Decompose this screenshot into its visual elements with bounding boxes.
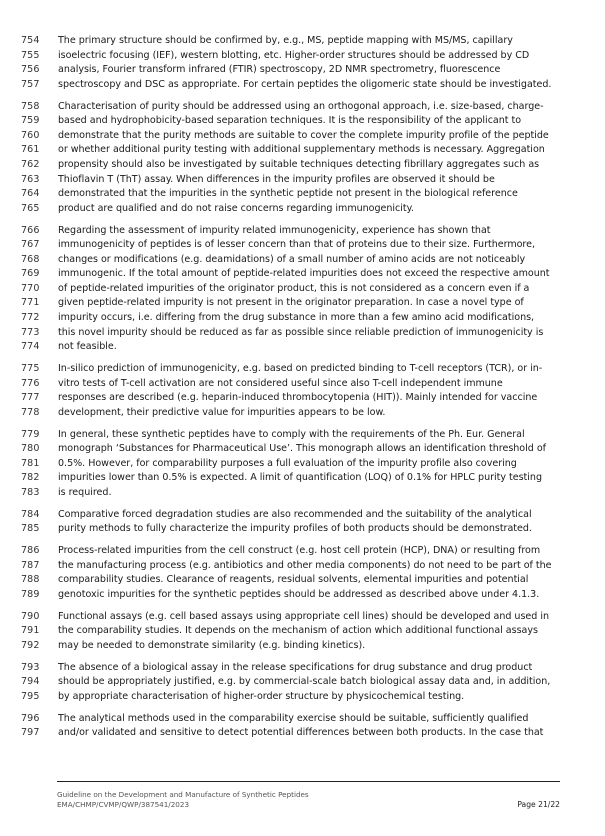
line-number: 779 (21, 428, 40, 440)
paragraph (0, 544, 605, 602)
line-text: given peptide-related impurity is not present in the originator preparation. In case a novel type of (58, 297, 524, 309)
text-line (0, 690, 605, 705)
line-text: Functional assays (e.g. cell based assays using appropriate cell lines) should be developed and used in (58, 610, 549, 622)
paragraph (0, 428, 605, 501)
line-number: 763 (21, 173, 40, 185)
line-text: The absence of a biological assay in the release specifications for drug substance and drug product (58, 661, 533, 673)
text-line (0, 202, 605, 217)
text-line (0, 311, 605, 326)
text-line (0, 712, 605, 727)
line-text: demonstrated that the impurities in the synthetic peptide not present in the biological reference (58, 188, 518, 200)
text-line (0, 508, 605, 523)
document-body (0, 34, 605, 748)
text-line (0, 173, 605, 188)
line-text: The primary structure should be confirmed by, e.g., MS, peptide mapping with MS/MS, capillary (58, 35, 513, 46)
line-number: 755 (21, 49, 40, 61)
line-number: 770 (21, 282, 40, 294)
page-number: Page 21/22 (517, 799, 560, 809)
line-number: 757 (21, 78, 40, 90)
line-number: 772 (21, 312, 40, 324)
line-text: 0.5%. However, for comparability purposes a full evaluation of the impurity profile also covering (58, 457, 517, 469)
text-line (0, 340, 605, 355)
text-line (0, 573, 605, 588)
line-text: Characterisation of purity should be addressed using an orthogonal approach, i.e. size-based, charge- (58, 100, 544, 112)
line-text: comparability studies. Clearance of reagents, residual solvents, elemental impurities and potential (58, 574, 529, 586)
text-line (0, 78, 605, 93)
text-line (0, 362, 605, 377)
text-line (0, 100, 605, 115)
paragraph (0, 712, 605, 741)
line-number: 758 (21, 100, 40, 112)
line-number: 775 (21, 363, 40, 375)
text-line (0, 34, 605, 49)
line-text: or whether additional purity testing with additional supplementary methods is necessary. Aggregation (58, 144, 545, 156)
line-number: 754 (21, 35, 40, 46)
line-text: the manufacturing process (e.g. antibiotics and other media components) do not need to be part of the (58, 559, 552, 571)
text-line (0, 471, 605, 486)
paragraph (0, 661, 605, 705)
line-number: 762 (21, 158, 40, 170)
line-number: 784 (21, 508, 40, 520)
line-text: The analytical methods used in the comparability exercise should be suitable, sufficiently qualified (58, 712, 529, 724)
line-text: spectroscopy and DSC as appropriate. For certain peptides the oligomeric state should be investigated. (58, 78, 552, 90)
line-number: 765 (21, 202, 40, 214)
text-line (0, 377, 605, 392)
text-line (0, 406, 605, 421)
text-line (0, 158, 605, 173)
line-number: 782 (21, 472, 40, 484)
text-line (0, 457, 605, 472)
text-line (0, 143, 605, 158)
text-line (0, 624, 605, 639)
text-line (0, 224, 605, 239)
line-number: 771 (21, 297, 40, 309)
line-number: 756 (21, 64, 40, 76)
line-number: 760 (21, 129, 40, 141)
line-text: of peptide-related impurities of the originator product, this is not considered as a concern even if a (58, 282, 530, 294)
line-text: the comparability studies. It depends on the mechanism of action which additional functional assays (58, 625, 538, 637)
text-line (0, 49, 605, 64)
paragraph (0, 508, 605, 537)
line-number: 759 (21, 115, 40, 127)
text-line (0, 610, 605, 625)
line-number: 791 (21, 625, 40, 637)
paragraph (0, 362, 605, 420)
paragraph (0, 100, 605, 217)
line-text: impurity occurs, i.e. differing from the drug substance in more than a few amino acid modifications, (58, 312, 535, 324)
paragraph (0, 34, 605, 92)
line-text: development, their predictive value for impurities appears to be low. (58, 406, 386, 418)
line-number: 792 (21, 639, 40, 651)
line-text: not feasible. (58, 341, 117, 353)
line-number: 790 (21, 610, 40, 622)
line-text: Thioflavin T (ThT) assay. When differences in the impurity profiles are observed it should be (58, 173, 495, 185)
line-text: product are qualified and do not raise concerns regarding immunogenicity. (58, 202, 414, 214)
text-line (0, 639, 605, 654)
text-line (0, 63, 605, 78)
text-line (0, 675, 605, 690)
line-number: 781 (21, 457, 40, 469)
line-text: isoelectric focusing (IEF), western blotting, etc. Higher-order structures should be addressed by CD (58, 49, 530, 61)
text-line (0, 129, 605, 144)
line-number: 797 (21, 727, 40, 739)
line-text: Regarding the assessment of impurity related immunogenicity, experience has shown that (58, 224, 491, 236)
line-text: responses are described (e.g. heparin-induced thrombocytopenia (HIT)). Mainly intended for vaccine (58, 392, 538, 404)
text-line (0, 326, 605, 341)
line-number: 764 (21, 188, 40, 200)
line-number: 793 (21, 661, 40, 673)
line-text: analysis, Fourier transform infrared (FTIR) spectroscopy, 2D NMR spectrometry, fluorescence (58, 64, 501, 76)
page-footer (57, 790, 560, 809)
footer-document-title: Guideline on the Development and Manufacture of Synthetic Peptides (57, 790, 309, 799)
text-line (0, 486, 605, 501)
line-text: this novel impurity should be reduced as far as possible since reliable prediction of immunogenicity is (58, 326, 544, 338)
line-text: monograph ‘Substances for Pharmaceutical Use’. This monograph allows an identification threshold of (58, 443, 546, 455)
line-number: 785 (21, 523, 40, 535)
line-text: and/or validated and sensitive to detect potential differences between both products. In the case that (58, 727, 544, 739)
line-number: 794 (21, 676, 40, 688)
text-line (0, 428, 605, 443)
line-text: demonstrate that the purity methods are suitable to cover the complete impurity profile of the peptide (58, 129, 549, 141)
text-line (0, 296, 605, 311)
line-number: 776 (21, 377, 40, 389)
line-text: In general, these synthetic peptides have to comply with the requirements of the Ph. Eur. General (58, 428, 525, 440)
line-text: Process-related impurities from the cell construct (e.g. host cell protein (HCP), DNA) or resulting from (58, 545, 541, 557)
paragraph (0, 610, 605, 654)
line-text: Comparative forced degradation studies are also recommended and the suitability of the analytical (58, 508, 532, 520)
paragraph (0, 224, 605, 355)
text-line (0, 661, 605, 676)
line-text: immunogenicity of peptides is of lesser concern than that of proteins due to their size. Furthermore, (58, 239, 535, 251)
line-text: impurities lower than 0.5% is expected. A limit of quantification (LOQ) of 0.1% for HPLC purity testing (58, 472, 542, 484)
line-text: changes or modifications (e.g. deamidations) of a small number of amino acids are not noticeably (58, 253, 526, 265)
line-number: 766 (21, 224, 40, 236)
text-line (0, 238, 605, 253)
line-number: 767 (21, 239, 40, 251)
text-line (0, 442, 605, 457)
line-number: 777 (21, 392, 40, 404)
text-line (0, 559, 605, 574)
line-text: is required. (58, 486, 112, 498)
line-number: 795 (21, 690, 40, 702)
line-number: 778 (21, 406, 40, 418)
text-line (0, 726, 605, 741)
text-line (0, 282, 605, 297)
text-line (0, 522, 605, 537)
text-line (0, 588, 605, 603)
footer-document-reference: EMA/CHMP/CVMP/QWP/387541/2023 (57, 799, 190, 809)
line-text: by appropriate characterisation of higher-order structure by physicochemical testing. (58, 690, 465, 702)
line-text: may be needed to demonstrate similarity (e.g. binding kinetics). (58, 639, 366, 651)
line-text: genotoxic impurities for the synthetic peptides should be addressed as described above under 4.1.3. (58, 588, 540, 600)
line-number: 774 (21, 341, 40, 353)
line-text: In-silico prediction of immunogenicity, e.g. based on predicted binding to T-cell receptors (TCR), or in- (58, 363, 543, 375)
line-number: 789 (21, 588, 40, 600)
line-number: 787 (21, 559, 40, 571)
line-number: 780 (21, 443, 40, 455)
line-number: 768 (21, 253, 40, 265)
text-line (0, 391, 605, 406)
line-number: 773 (21, 326, 40, 338)
text-line (0, 544, 605, 559)
line-number: 761 (21, 144, 40, 156)
line-text: vitro tests of T-cell activation are not considered useful since also T-cell independent immune (58, 377, 503, 389)
text-line (0, 267, 605, 282)
line-number: 796 (21, 712, 40, 724)
line-text: should be appropriately justified, e.g. by commercial-scale batch biological assay data and, in addition, (58, 676, 551, 688)
line-number: 783 (21, 486, 40, 498)
line-number: 769 (21, 268, 40, 280)
footer-divider (57, 781, 560, 782)
line-number: 786 (21, 545, 40, 557)
line-text: based and hydrophobicity-based separation techniques. It is the responsibility of the applicant to (58, 115, 522, 127)
text-line (0, 114, 605, 129)
line-text: immunogenic. If the total amount of peptide-related impurities does not exceed the respective amount (58, 268, 550, 280)
text-line (0, 187, 605, 202)
text-line (0, 253, 605, 268)
line-text: propensity should also be investigated by suitable techniques detecting fibrillary aggregates such as (58, 158, 540, 170)
line-number: 788 (21, 574, 40, 586)
line-text: purity methods to fully characterize the impurity profiles of both products should be demonstrated. (58, 523, 532, 535)
